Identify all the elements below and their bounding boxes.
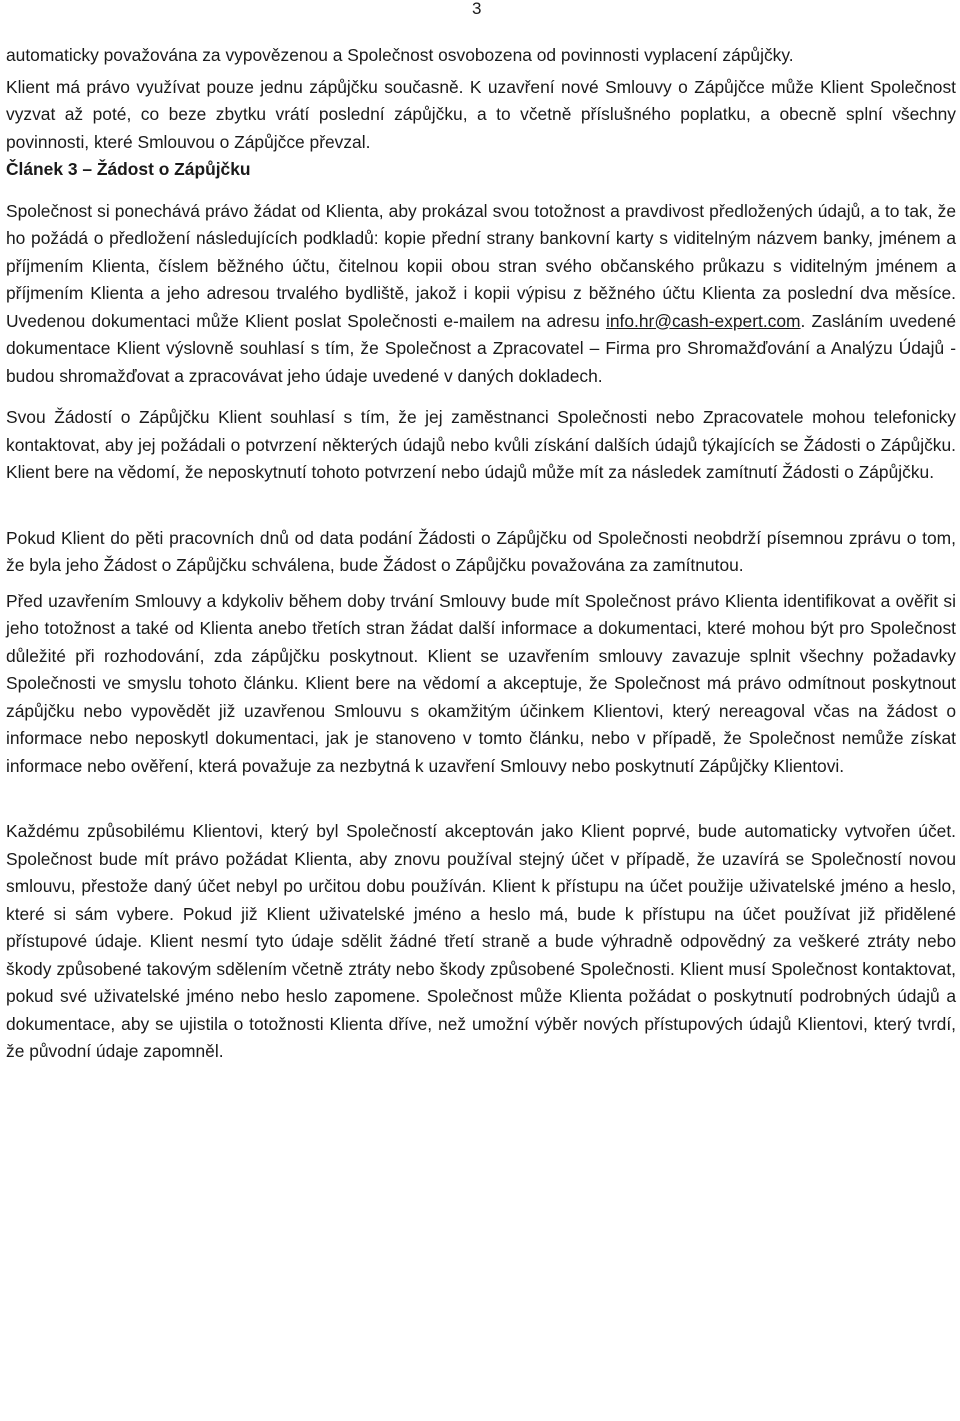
paragraph-account-creation: Každému způsobilému Klientovi, který byl Společností akceptován jako Klient poprvé, bude automaticky vytvořen účet. Společnost bude mít právo požádat Klienta, aby znovu používal stejný účet v případě, že uzavírá se Společností novou smlouvu, přestože daný účet nebyl po určitou dobu používán. Klient k přístupu na účet použije uživatelské jméno a heslo, které si sám vybere. Pokud již Klient uživatelské jméno a heslo má, bude k přístupu na účet používat již přidělené přístupové údaje. Klient nesmí tyto údaje sdělit žádné třetí straně a bude výhradně odpovědný za veškeré ztráty nebo škody způsobené takovým sdělením včetně ztráty nebo škody způsobené Společnosti. Klient musí Společnost kontaktovat, pokud své uživatelské jméno nebo heslo zapomene. Společnost může Klienta požádat o poskytnutí podrobných údajů a dokumentace, aby se ujistila o totožnosti Klienta dříve, než umožní výběr nových přístupových údajů Klientovi, který tvrdí, že původní údaje zapomněl. [6, 821, 956, 1061]
page-number: 3 [472, 0, 482, 18]
paragraph-phone-contact: Svou Žádostí o Zápůjčku Klient souhlasí s tím, že jej zaměstnanci Společnosti nebo Zpracovatele mohou telefonicky kontaktovat, aby jej požádali o potvrzení některých údajů nebo kvůli získání dalších údajů týkajících se Žádosti o Zápůjčku. Klient bere na vědomí, že neposkytnutí tohoto potvrzení nebo údajů může mít za následek zamítnutí Žádosti o Zápůjčku. [6, 407, 956, 482]
document-body [6, 42, 956, 1066]
identity-text-end: . Zasláním uvedené dokumentace Klient výslovně souhlasí s tím, že Společnost a Zpracovatel – Firma pro Shromažďování a Analýzu Údajů - budou shromažďovat a zpracovávat jeho údaje uvedené v daných dokladech. [6, 310, 956, 386]
paragraph-single-loan: Klient má právo využívat pouze jednu zápůjčku současně. K uzavření nové Smlouvy o Zápůjčce může Klient Společnost vyzvat až poté, co beze zbytku vrátí poslední zápůjčku, a to včetně příslušného poplatku, a obecně splní všechny povinnosti, které Smlouvou o Zápůjčce převzal. [6, 76, 956, 152]
identity-text-start: Společnost si ponechává právo žádat od Klienta, aby prokázal svou totožnost a pravdivost předložených údajů, a to tak, že ho požádá o předložení následujících podkladů: kopie přední strany bankovní karty s viditelným názvem banky, jménem a příjmením Klienta, číslem běžného účtu, čitelnou kopii obou stran svého občanského průkazu s viditelným jménem a příjmením Klienta a jeho adresou trvalého bydliště, jakož i kopii výpisu z běžného účtu Klienta za poslední dva měsíce. Uvedenou dokumentaci může Klient poslat Společnosti e-mailem na adresu [6, 200, 956, 331]
paragraph-identification-rights: Před uzavřením Smlouvy a kdykoliv během doby trvání Smlouvy bude mít Společnost právo Klienta identifikovat a ověřit si jeho totožnost a také od Klienta anebo třetích stran žádat další informace a dokumentaci, které mohou být pro Společnost důležité při rozhodování, zda zápůjčku poskytnout. Klient se uzavřením smlouvy zavazuje splnit všechny požadavky Společnosti ve smyslu tohoto článku. Klient bere na vědomí a akceptuje, že Společnost má právo odmítnout poskytnout zápůjčku nebo vypovědět již uzavřenou Smlouvu s okamžitým účinkem Klientovi, který nereagoval včas na žádost o informace nebo neposkytl dokumentaci, jak je stanoveno v tomto článku, nebo v případě, že Společnost nemůže získat informace nebo ověření, která považuje za nezbytná k uzavření Smlouvy nebo poskytnutí Zápůjčky Klientovi. [6, 590, 956, 776]
paragraph-rejection-deadline: Pokud Klient do pěti pracovních dnů od data podání Žádosti o Zápůjčku od Společnosti neobdrží písemnou zprávu o tom, že byla jeho Žádost o Zápůjčku schválena, bude Žádost o Zápůjčku považována za zamítnutou. [6, 527, 956, 575]
article-3-heading: Článek 3 – Žádost o Zápůjčku [6, 159, 251, 179]
contact-email-link[interactable]: info.hr@cash-expert.com [605, 310, 801, 331]
paragraph-loan-termination: automaticky považována za vypovězenou a Společnost osvobozena od povinnosti vyplacení zápůjčky. [6, 45, 794, 65]
paragraph-identity-verification [6, 198, 956, 391]
